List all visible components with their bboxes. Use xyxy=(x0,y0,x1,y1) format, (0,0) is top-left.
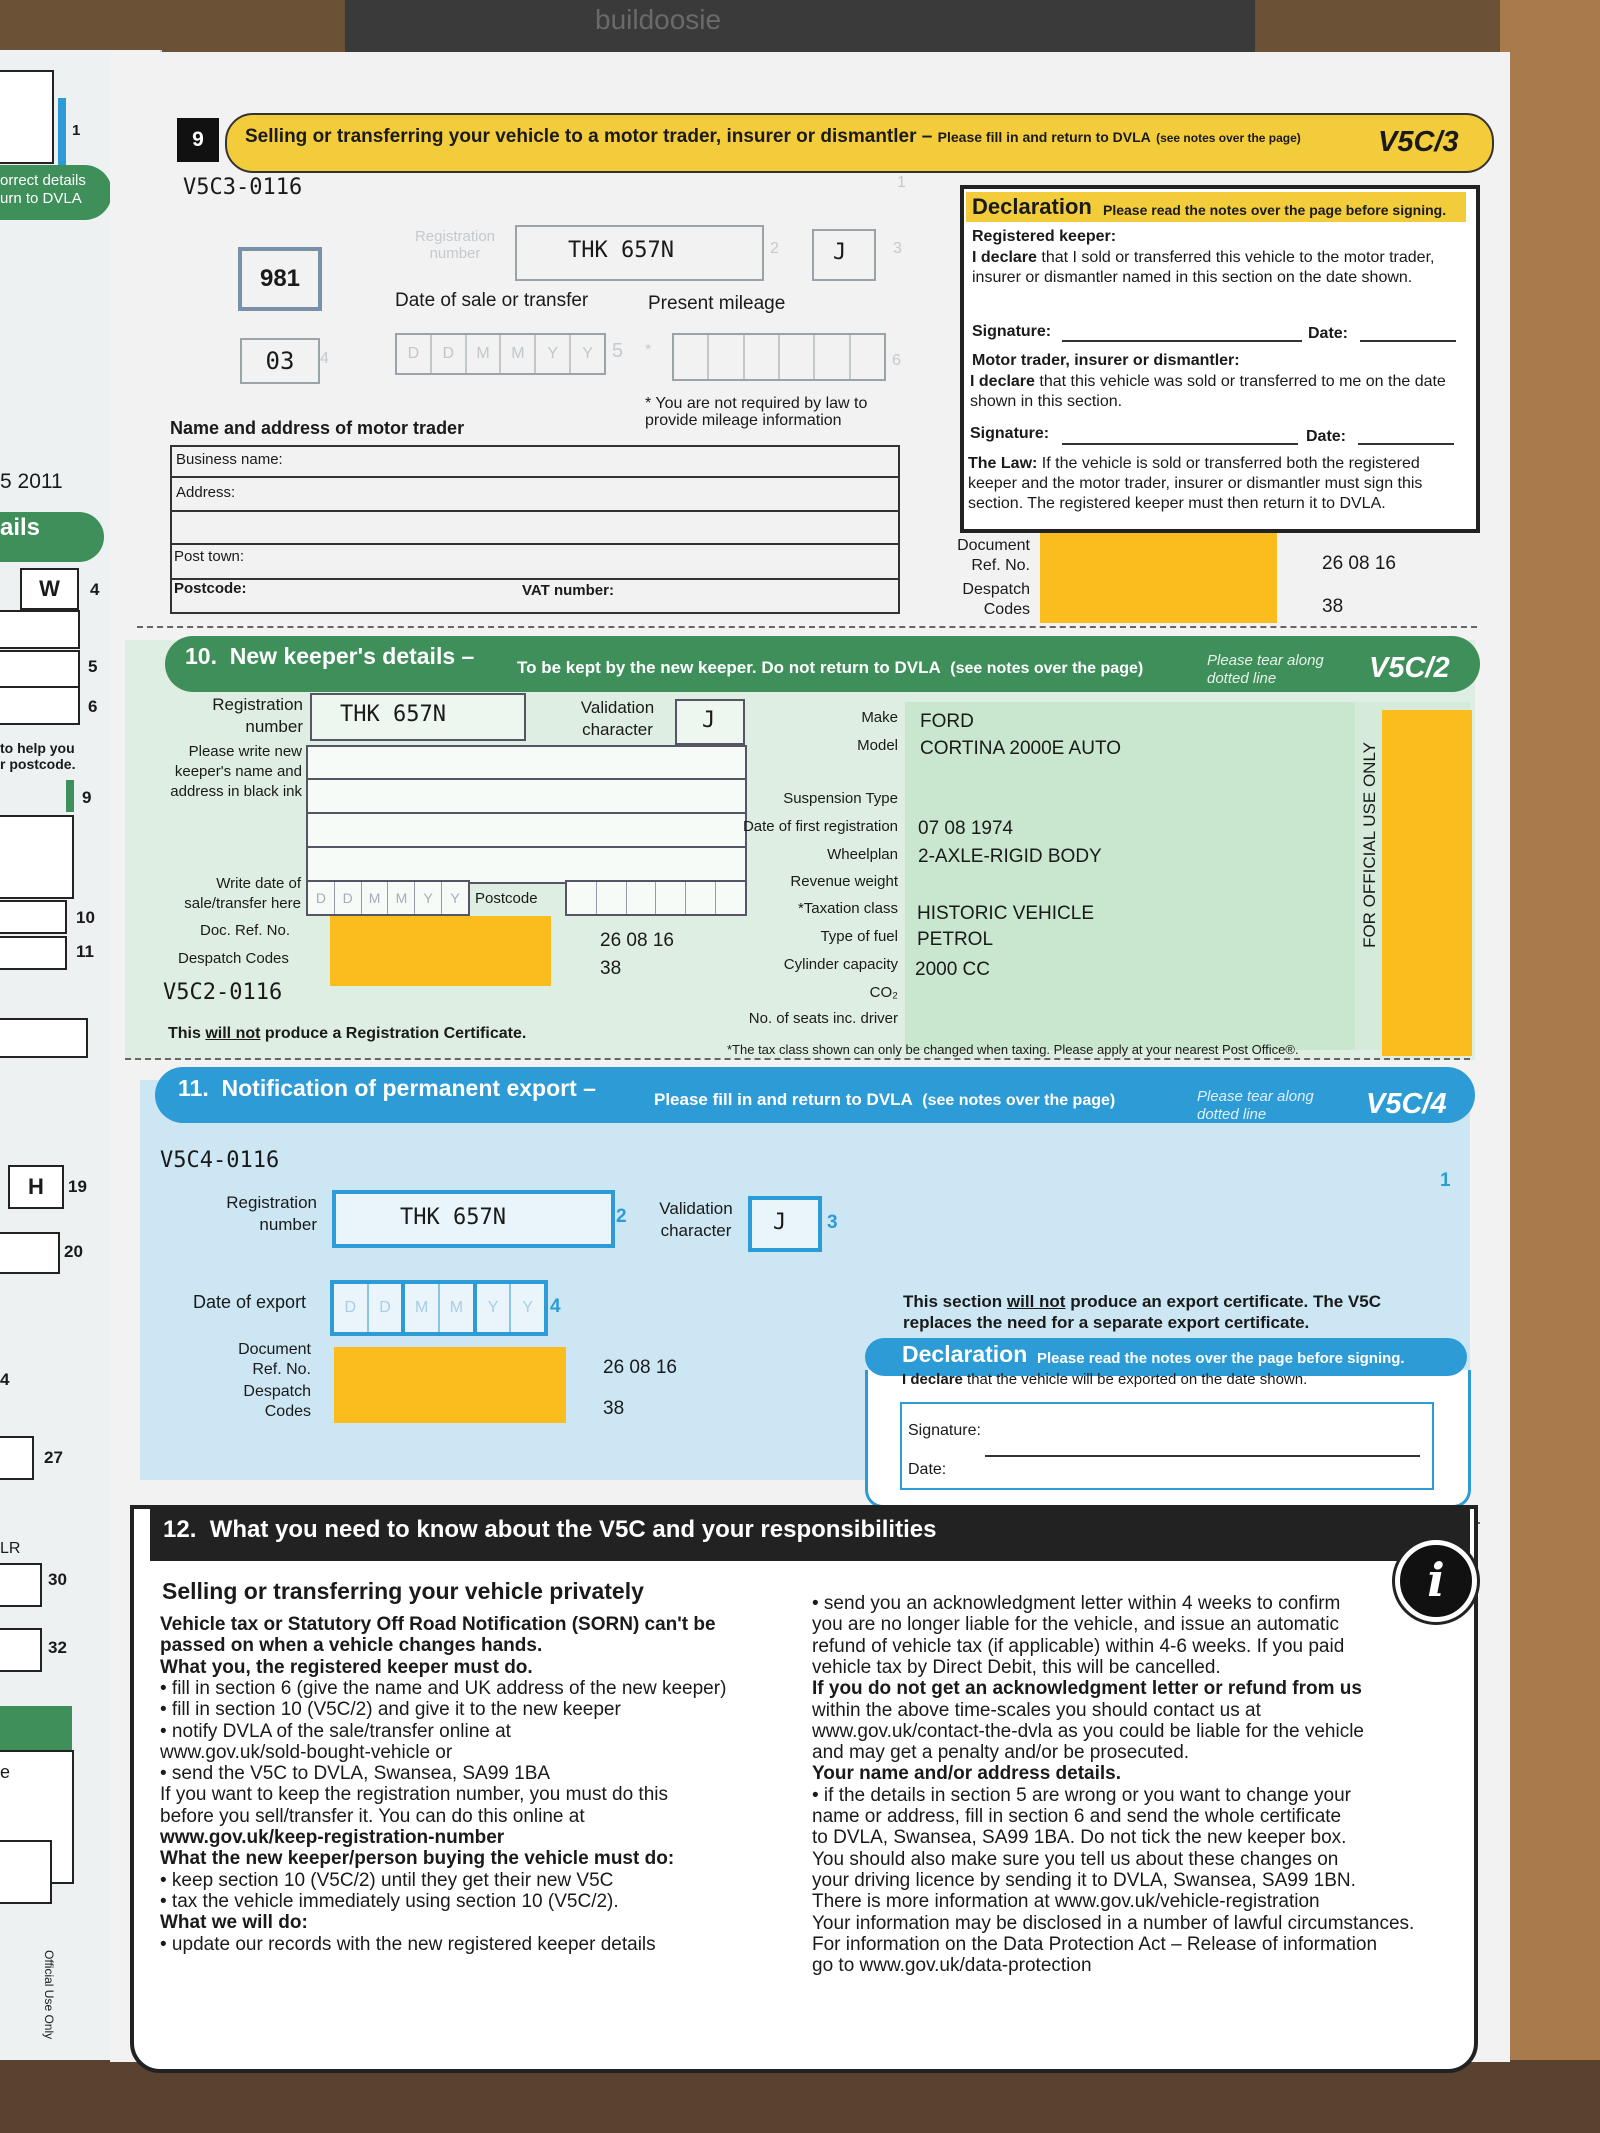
date-digit: M xyxy=(362,882,389,914)
address-label: Address: xyxy=(176,484,236,501)
section-12-text-line: before you sell/transfer it. You can do this online at xyxy=(160,1805,585,1827)
make-value: FORD xyxy=(920,711,974,732)
section-10-registration-label: Registration number xyxy=(212,695,303,736)
section-11-number-3: 3 xyxy=(827,1212,838,1233)
date-digit: M xyxy=(388,882,415,914)
redaction xyxy=(330,916,551,986)
mileage-note: * You are not required by law to provide mileage information xyxy=(645,395,868,429)
keeper-signature-label: Signature: xyxy=(972,323,1052,340)
section-12-text-line: • send you an acknowledgment letter within 4 weeks to confirm xyxy=(812,1593,1341,1614)
section-10-postcode-label: Postcode xyxy=(475,890,538,907)
export-note: This section will not produce an export certificate. The V5C xyxy=(903,1292,1381,1311)
section-12-text-line: and may get a penalty and/or be prosecuted. xyxy=(812,1742,1190,1764)
section-12-text-line: • fill in section 10 (V5C/2) and give it to the new keeper xyxy=(160,1699,621,1721)
left-text: urn to DVLA xyxy=(0,190,82,207)
section-12-text-line: • send the V5C to DVLA, Swansea, SA99 1BA xyxy=(160,1763,551,1785)
section-12-text-line: www.gov.uk/contact-the-dvla as you could be liable for the vehicle xyxy=(812,1720,1365,1742)
section-10-despatch-label: Despatch Codes xyxy=(178,950,289,967)
section-11-despatch-label: Despatch Codes xyxy=(243,1383,311,1420)
left-text: 4 xyxy=(0,1370,10,1389)
section-10-doc-ref-date: 26 08 16 xyxy=(600,930,674,951)
section-11-signature-label: Signature: xyxy=(908,1422,981,1439)
section-11-tear-note: Please tear along dotted line xyxy=(1197,1088,1314,1123)
revenue-weight-label: Revenue weight xyxy=(790,873,898,890)
section-12-text-line: • if the details in section 5 are wrong or you want to change your xyxy=(812,1784,1351,1806)
official-use-label: FOR OFFICIAL USE ONLY xyxy=(1360,742,1379,948)
suspension-label: Suspension Type xyxy=(783,790,898,807)
section-12-text-line: What we will do: xyxy=(160,1912,308,1934)
fuel-type-value: PETROL xyxy=(917,929,994,950)
date-digit: Y xyxy=(522,1299,534,1316)
left-number: 4 xyxy=(90,580,100,599)
business-name-label: Business name: xyxy=(176,451,283,468)
section-9-registration-value: THK 657N xyxy=(568,238,674,263)
trader-decl-heading: Motor trader, insurer or dismantler: xyxy=(972,352,1240,369)
section-12-text-line: to DVLA, Swansea, SA99 1BA. Do not tick the new keeper box. xyxy=(812,1827,1347,1849)
section-10-despatch-value: 38 xyxy=(600,958,622,979)
section-12-text-line: What you, the registered keeper must do. xyxy=(160,1656,533,1678)
section-12-text-line: What the new keeper/person buying the vehicle must do: xyxy=(160,1848,675,1870)
left-number: 19 xyxy=(68,1177,87,1196)
section-11-doc-ref-label: Document Ref. No. xyxy=(238,1341,311,1378)
redaction xyxy=(1040,533,1277,623)
section-9-number: 9 xyxy=(177,118,219,162)
section-11-doc-ref-date: 26 08 16 xyxy=(603,1357,677,1378)
box-981: 981 xyxy=(238,247,322,311)
section-10-doc-ref-label: Doc. Ref. No. xyxy=(200,922,291,939)
left-text: e xyxy=(0,1762,11,1782)
section-12-text-line: Your name and/or address details. xyxy=(812,1763,1122,1785)
official-use-label: Official Use Only xyxy=(42,1950,56,2040)
section-11-declaration-note: Please read the notes over the page before signing. xyxy=(1037,1350,1405,1367)
left-letter-box: W xyxy=(20,568,79,610)
section-12-text-line: vehicle tax by Direct Debit, this will be cancelled. xyxy=(812,1656,1221,1678)
section-9-mileage-field[interactable] xyxy=(672,333,886,381)
section-10-code: V5C/2 xyxy=(1369,652,1450,684)
section-11-date-sign-label: Date: xyxy=(908,1461,947,1478)
section-12-title: 12. What you need to know about the V5C and your responsibilities xyxy=(163,1516,937,1543)
tear-line xyxy=(125,1058,1470,1060)
trader-signature-label: Signature: xyxy=(970,425,1050,442)
wheelplan-value: 2-AXLE-RIGID BODY xyxy=(918,846,1102,867)
doc-ref-date: 26 08 16 xyxy=(1322,553,1396,574)
left-box xyxy=(0,815,74,899)
date-digit: D xyxy=(397,335,432,373)
section-9-subtitle: Please fill in and return to DVLA xyxy=(937,129,1151,145)
section-12-text-line: name or address, fill in section 6 and send the whole certificate xyxy=(812,1806,1342,1827)
section-12-text-line: www.gov.uk/sold-bought-vehicle or xyxy=(160,1741,453,1763)
left-box xyxy=(0,1018,88,1058)
postcode-label: Postcode: xyxy=(174,580,247,597)
ghost-number: 4 xyxy=(320,350,329,367)
taxation-class-value: HISTORIC VEHICLE xyxy=(917,903,1095,924)
left-box xyxy=(0,1840,52,1904)
trader-declaration-text: I declare that this vehicle was sold or transferred to me on the date shown in this section. xyxy=(970,373,1446,410)
section-11-date-field[interactable] xyxy=(330,1280,548,1336)
section-9-note: (see notes over the page) xyxy=(1156,131,1301,145)
section-12-text-line: • tax the vehicle immediately using section 10 (V5C/2). xyxy=(160,1890,619,1912)
left-box xyxy=(0,1436,34,1480)
box-03: 03 xyxy=(240,338,320,384)
wheelplan-label: Wheelplan xyxy=(827,846,898,863)
left-number: 10 xyxy=(76,908,95,927)
left-number: 11 xyxy=(76,942,94,961)
declaration-note: Please read the notes over the page before signing. xyxy=(1103,202,1447,218)
section-12-text-line: Vehicle tax or Statutory Off Road Notification (SORN) can't be xyxy=(160,1614,716,1635)
despatch-label: Despatch Codes xyxy=(962,581,1030,618)
date-digit: D xyxy=(334,1284,369,1332)
section-12-text-line: • keep section 10 (V5C/2) until they get their new V5C xyxy=(160,1869,614,1891)
date-digit: D xyxy=(432,335,467,373)
tear-line xyxy=(137,626,1477,628)
top-strip-text: buildoosie xyxy=(595,4,722,35)
section-11-title: 11. Notification of permanent export – xyxy=(178,1075,596,1101)
left-box xyxy=(0,610,80,649)
section-11-number-1: 1 xyxy=(1440,1170,1451,1191)
left-box xyxy=(0,1563,42,1607)
trader-date-label: Date: xyxy=(1306,428,1347,445)
date-digit: Y xyxy=(582,345,593,362)
section-10-footer-note: This will not produce a Registration Certificate. xyxy=(168,1025,527,1042)
left-text: r postcode. xyxy=(0,756,76,772)
section-10-title: 10. New keeper's details – xyxy=(185,643,475,669)
left-number: 30 xyxy=(48,1570,67,1589)
date-digit: Y xyxy=(415,882,442,914)
post-town-label: Post town: xyxy=(174,548,245,565)
left-marker xyxy=(58,98,66,168)
section-11-despatch-value: 38 xyxy=(603,1398,625,1419)
section-12-text-line: • fill in section 6 (give the name and UK address of the new keeper) xyxy=(160,1677,727,1699)
redaction xyxy=(334,1347,566,1423)
section-12-heading: Selling or transferring your vehicle privately xyxy=(162,1578,644,1604)
date-digit: Y xyxy=(536,335,571,373)
left-text: to help you xyxy=(0,740,75,756)
first-registration-label: Date of first registration xyxy=(742,818,898,835)
left-number: 20 xyxy=(64,1242,83,1261)
section-9-code: V5C/3 xyxy=(1378,126,1459,158)
despatch-value: 38 xyxy=(1322,596,1344,617)
left-number: 32 xyxy=(48,1638,67,1657)
info-icon: i xyxy=(1395,1540,1477,1622)
section-10-tear-note: Please tear along dotted line xyxy=(1207,652,1324,687)
left-text: ails xyxy=(0,514,41,541)
keeper-date-line[interactable] xyxy=(1360,340,1456,342)
section-11-number-2: 2 xyxy=(616,1206,627,1227)
section-12-text-line: If you do not get an acknowledgment letter or refund from us xyxy=(812,1678,1362,1700)
redaction xyxy=(1382,710,1472,1056)
date-digit: M xyxy=(440,1284,477,1332)
section-11-validation-value: J xyxy=(773,1210,787,1235)
ghost-number: 3 xyxy=(893,240,902,257)
cylinder-capacity-value: 2000 CC xyxy=(915,959,990,980)
section-12-text-line: go to www.gov.uk/data-protection xyxy=(812,1955,1092,1977)
vat-label: VAT number: xyxy=(522,582,614,599)
section-12-text-line: For information on the Data Protection Act – Release of information xyxy=(812,1933,1378,1955)
left-number: 6 xyxy=(88,697,98,716)
cylinder-capacity-label: Cylinder capacity xyxy=(783,956,898,973)
section-9-mileage-label: Present mileage xyxy=(648,293,786,314)
left-box xyxy=(0,70,54,164)
taxation-class-label: *Taxation class xyxy=(797,900,898,917)
section-11-form-code: V5C4-0116 xyxy=(160,1148,280,1173)
section-11-signature-box[interactable] xyxy=(900,1402,1434,1490)
section-12-text-line: • update our records with the new registered keeper details xyxy=(160,1933,656,1955)
section-12-text-line: refund of vehicle tax (if applicable) within 4-6 weeks. If you paid xyxy=(812,1635,1345,1657)
keeper-declaration-text: I declare that I sold or transferred this vehicle to the motor trader, insurer or dismantler named in this section on the date shown. xyxy=(972,249,1435,286)
section-12-text-line: passed on when a vehicle changes hands. xyxy=(160,1635,543,1657)
section-12-text-line: If you want to keep the registration number, you must do this xyxy=(160,1784,668,1806)
left-text: orrect details xyxy=(0,172,86,189)
trader-signature-line[interactable] xyxy=(1062,443,1298,445)
make-label: Make xyxy=(861,709,898,726)
section-11-date-label: Date of export xyxy=(193,1292,307,1312)
date-digit: Y xyxy=(450,890,460,906)
ghost-number: 5 xyxy=(612,340,624,362)
section-12-text-line: your driving licence by sending it to DVLA, Swansea, SA99 1BN. xyxy=(812,1869,1356,1891)
first-registration-value: 07 08 1974 xyxy=(918,818,1014,839)
section-12-text-line: Your information may be disclosed in a number of lawful circumstances. xyxy=(812,1912,1415,1934)
section-9-date-label: Date of sale or transfer xyxy=(395,290,589,311)
date-digit: M xyxy=(467,335,502,373)
left-box xyxy=(0,936,67,970)
law-text: The Law: If the vehicle is sold or transferred both the registered keeper and the motor trader, insurer or dismantler must sign this section. The registered keeper must then return it to DVLA. xyxy=(968,455,1423,512)
left-number: 1 xyxy=(72,122,81,139)
new-keeper-address-box[interactable] xyxy=(306,745,747,884)
section-9-validation-value: J xyxy=(833,240,847,265)
section-11-subtitle: Please fill in and return to DVLA (see notes over the page) xyxy=(654,1090,1116,1109)
date-digit: D xyxy=(335,882,362,914)
section-10-form-code: V5C2-0116 xyxy=(163,980,283,1005)
seats-label: No. of seats inc. driver xyxy=(748,1010,898,1027)
left-letter-box: H xyxy=(8,1165,64,1209)
ghost-number: 6 xyxy=(892,352,901,369)
left-number: 9 xyxy=(82,788,92,807)
section-10-subtitle: To be kept by the new keeper. Do not return to DVLA (see notes over the page) xyxy=(517,658,1144,677)
keeper-date-label: Date: xyxy=(1308,325,1349,342)
left-number: 27 xyxy=(44,1448,63,1467)
section-10-date-field[interactable] xyxy=(306,880,470,916)
registration-ghost-label: Registration number xyxy=(414,228,496,262)
co2-label: CO₂ xyxy=(869,984,898,1001)
section-11-registration-value: THK 657N xyxy=(400,1205,506,1230)
section-11-number-4: 4 xyxy=(550,1296,561,1317)
section-9-title-text: Selling or transferring your vehicle to a motor trader, insurer or dismantler – xyxy=(245,126,933,147)
left-text: LR xyxy=(0,1540,21,1557)
section-12-text-line: There is more information at www.gov.uk/vehicle-registration xyxy=(812,1891,1320,1913)
trader-heading: Name and address of motor trader xyxy=(170,418,465,438)
export-note-line2: replaces the need for a separate export certificate. xyxy=(903,1313,1310,1332)
date-digit: M xyxy=(405,1284,440,1332)
section-10-validation-label: Validation character xyxy=(580,698,655,739)
left-box xyxy=(0,900,67,934)
model-label: Model xyxy=(857,737,898,754)
section-11-signature-line[interactable] xyxy=(985,1455,1420,1457)
left-text: 5 2011 xyxy=(0,470,63,493)
section-12-text-line: You should also make sure you tell us about these changes on xyxy=(812,1848,1339,1870)
doc-ref-label: Document Ref. No. xyxy=(957,537,1030,574)
left-green-block xyxy=(0,1706,72,1751)
new-keeper-write-label: Please write new keeper's name and address in black ink xyxy=(170,743,302,800)
date-digit: Y xyxy=(477,1284,512,1332)
section-12-text-line: www.gov.uk/keep-registration-number xyxy=(160,1827,505,1848)
section-12-text-line: • notify DVLA of the sale/transfer online at xyxy=(160,1720,511,1742)
section-11-declaration-title: Declaration xyxy=(902,1341,1028,1367)
section-11-validation-label: Validation character xyxy=(659,1199,733,1240)
left-box xyxy=(0,1232,60,1274)
declaration-title: Declaration xyxy=(972,194,1092,219)
section-10-validation-value: J xyxy=(702,708,716,733)
left-number: 5 xyxy=(88,657,98,676)
section-11-declaration-text: I declare that the vehicle will be exported on the date shown. xyxy=(902,1371,1308,1388)
left-box xyxy=(0,1628,42,1672)
left-marker xyxy=(66,780,74,812)
left-box xyxy=(0,686,80,725)
desk-right xyxy=(1500,0,1600,2133)
keeper-heading: Registered keeper: xyxy=(972,228,1117,245)
section-12-text-line: you are no longer liable for the vehicle, and issue an automatic xyxy=(812,1614,1340,1636)
date-digit: D xyxy=(308,882,335,914)
trader-date-line[interactable] xyxy=(1358,443,1454,445)
ghost-number: 1 xyxy=(897,174,906,191)
section-9-date-field[interactable] xyxy=(395,333,606,375)
ghost-number: 2 xyxy=(770,240,779,257)
fuel-type-label: Type of fuel xyxy=(820,928,898,945)
model-value: CORTINA 2000E AUTO xyxy=(920,738,1121,759)
section-10-date-label: Write date of sale/transfer here xyxy=(184,875,301,912)
section-10-registration-value: THK 657N xyxy=(340,702,446,727)
section-11-code: V5C/4 xyxy=(1366,1088,1447,1120)
section-9-title xyxy=(245,126,1301,148)
mileage-marker: * xyxy=(645,342,652,359)
section-11-registration-label: Registration number xyxy=(226,1193,317,1234)
section-9-form-code: V5C3-0116 xyxy=(183,175,303,200)
tax-class-note: *The tax class shown can only be changed when taxing. Please apply at your nearest Post Office®. xyxy=(727,1042,1299,1057)
date-digit: D xyxy=(369,1284,406,1332)
keeper-signature-line[interactable] xyxy=(1062,340,1302,342)
date-digit: M xyxy=(501,335,536,373)
section-12-text-line: within the above time-scales you should contact us at xyxy=(812,1699,1261,1721)
